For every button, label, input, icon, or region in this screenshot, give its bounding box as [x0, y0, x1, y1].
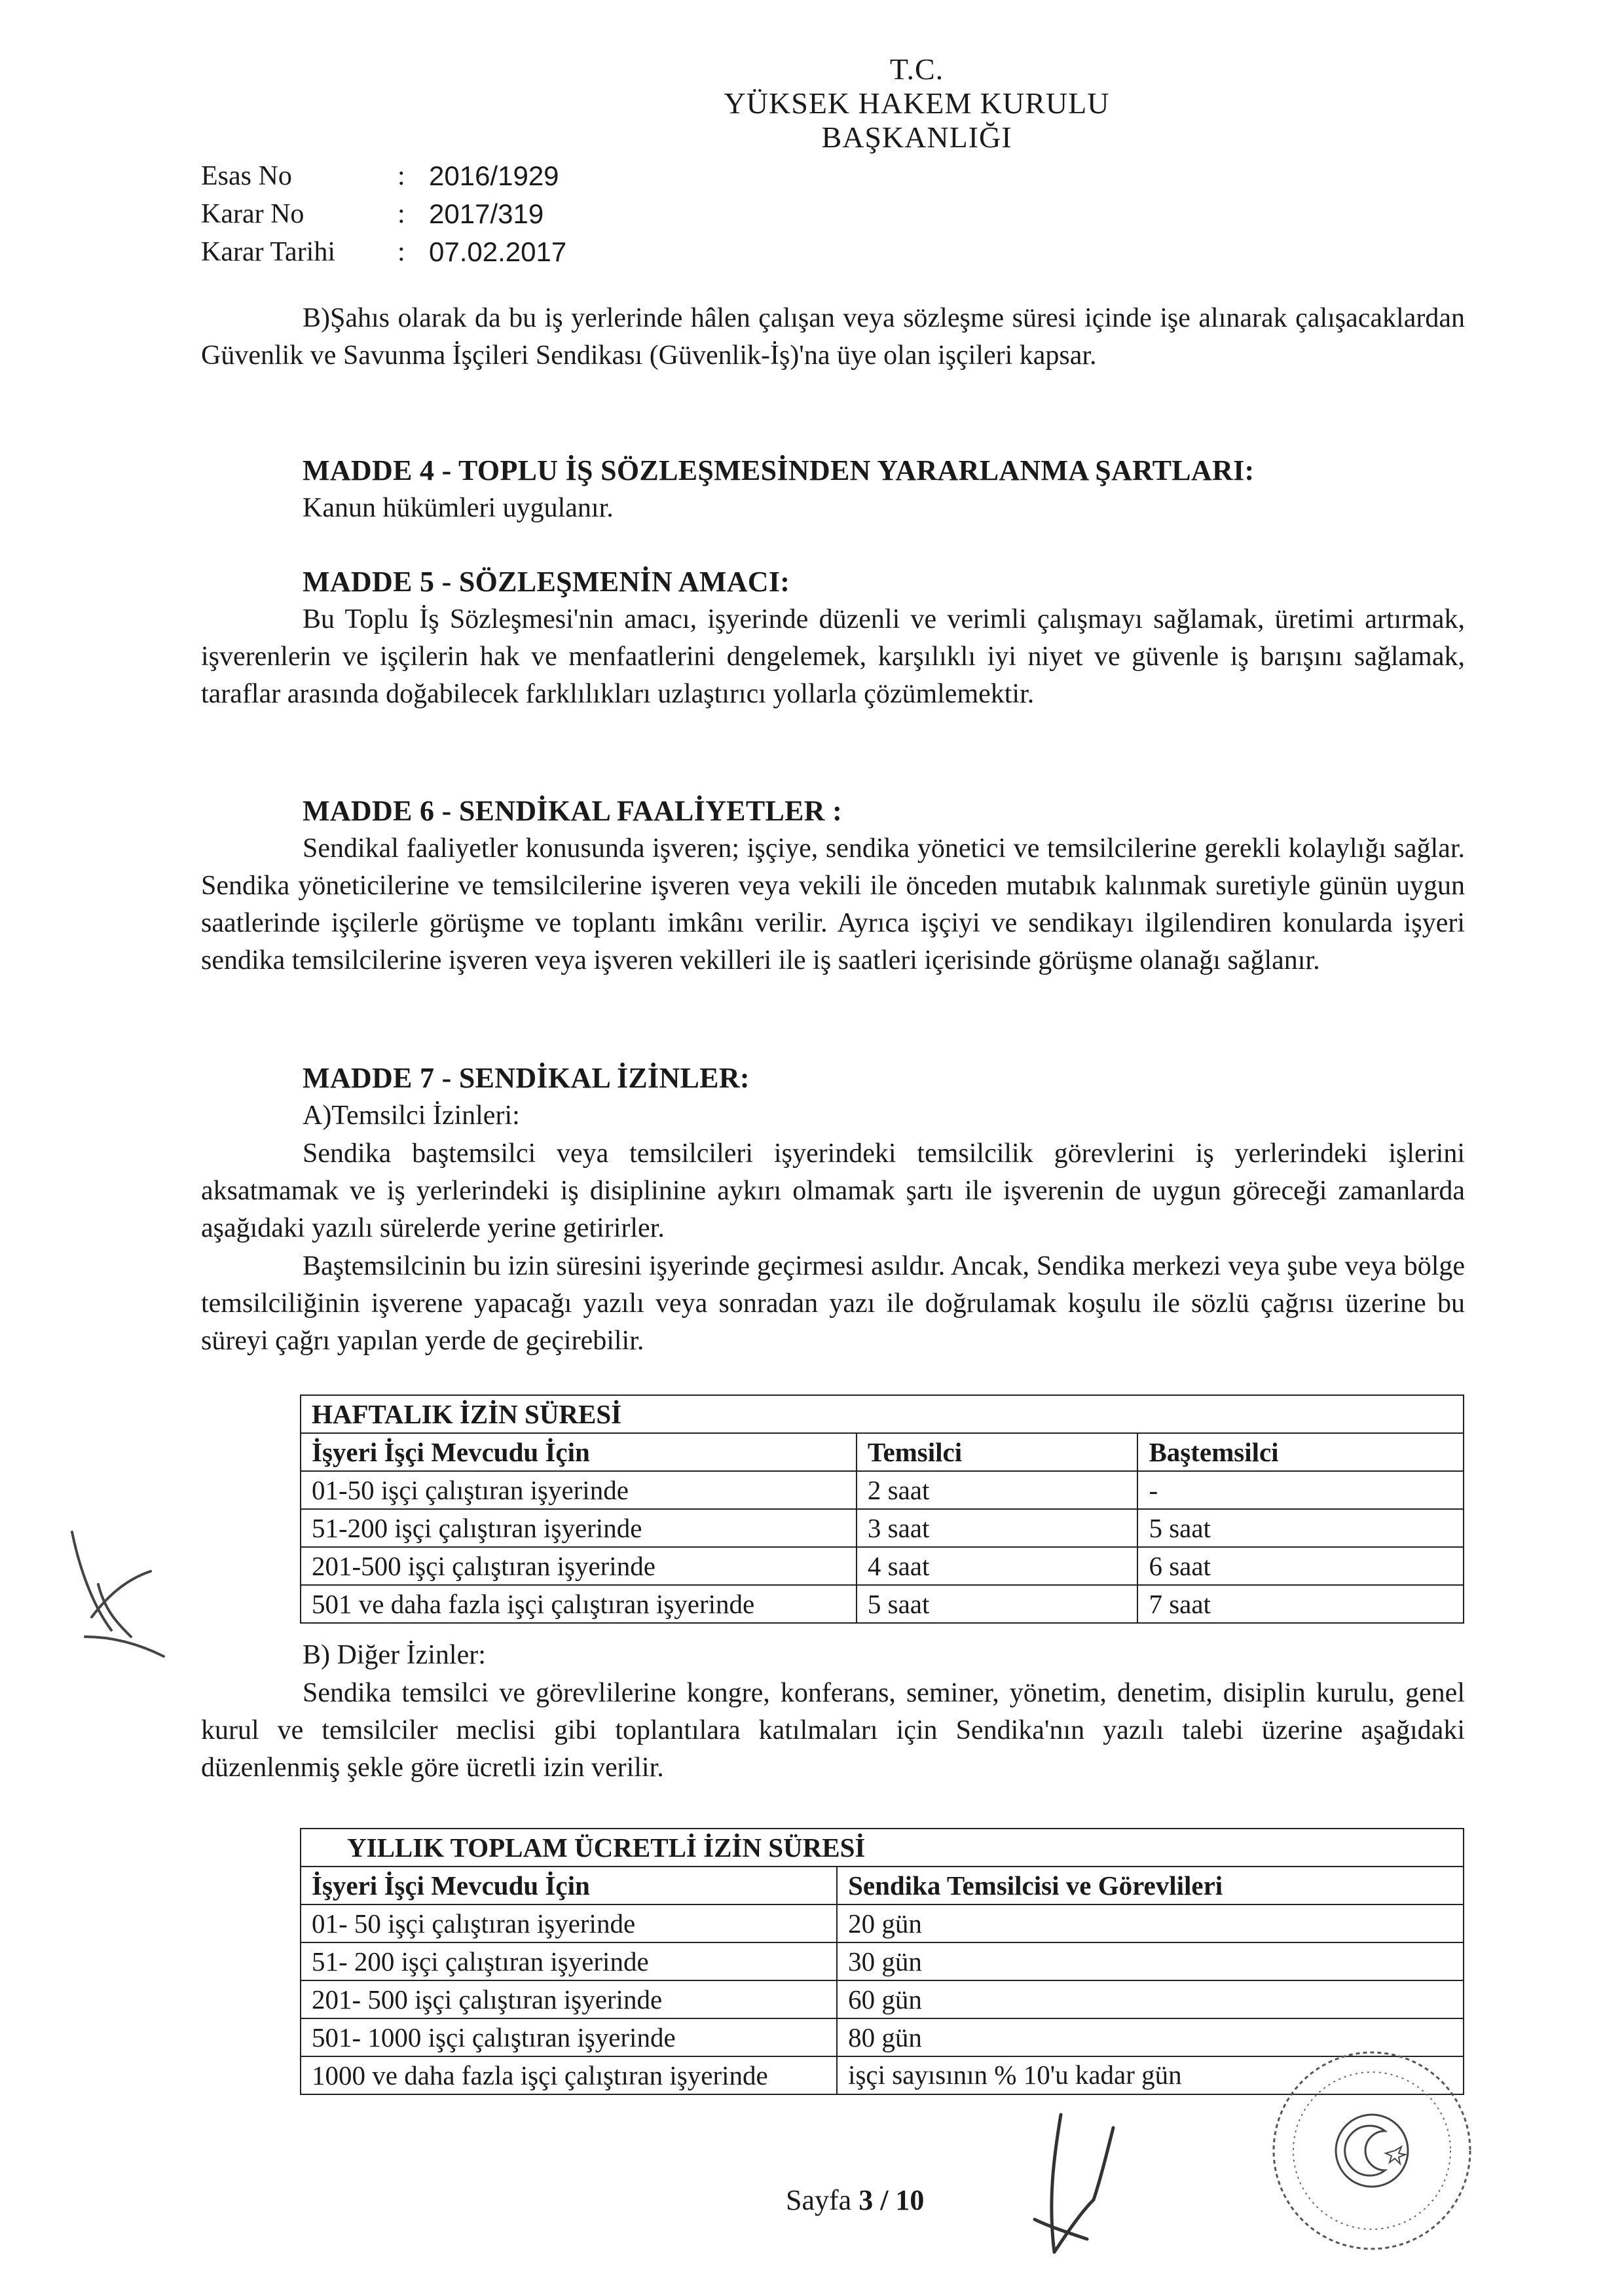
- table-cell: 01- 50 işçi çalıştıran işyerinde: [301, 1904, 837, 1942]
- madde7-text1: Sendika baştemsilci veya temsilcileri işyerindeki temsilcilik görevlerini iş yerlerindeki işlerini aksatmamak ve iş yerlerindeki iş disiplinine aykırı olmamak şartı ile işverenin de uygun göreceği zamanlarda aşağıdaki yazılı sürelerde yerine getirirler.: [201, 1139, 1465, 1243]
- column-header: Temsilci: [857, 1433, 1138, 1471]
- table-header-row: [301, 1867, 1464, 1904]
- madde7-heading: MADDE 7 - SENDİKAL İZİNLER:: [303, 1062, 750, 1094]
- table-row: [301, 1471, 1464, 1509]
- table-cell: 80 gün: [837, 2018, 1464, 2056]
- table-cell: 30 gün: [837, 1942, 1464, 1980]
- meta-value: 07.02.2017: [429, 236, 567, 267]
- meta-value: 2016/1929: [429, 160, 559, 191]
- madde5-heading: MADDE 5 - SÖZLEŞMENİN AMACI:: [303, 566, 790, 598]
- table-title-row: [301, 1829, 1464, 1867]
- column-header: Baştemsilci: [1137, 1433, 1464, 1471]
- meta-label: Karar Tarihi: [201, 237, 336, 267]
- meta-label: Karar No: [201, 199, 304, 229]
- table-cell: 6 saat: [1137, 1547, 1464, 1585]
- table-header-row: [301, 1433, 1464, 1471]
- table-cell: işçi sayısının % 10'u kadar gün: [837, 2056, 1464, 2094]
- weekly-leave-table: [300, 1394, 1464, 1624]
- madde4-text: Kanun hükümleri uygulanır.: [303, 493, 614, 523]
- column-header: İşyeri İşçi Mevcudu İçin: [301, 1867, 837, 1904]
- header-tc: T.C.: [889, 52, 944, 86]
- table-cell: 7 saat: [1137, 1585, 1464, 1623]
- column-header: İşyeri İşçi Mevcudu İçin: [301, 1433, 857, 1471]
- table-cell: 01-50 işçi çalıştıran işyerinde: [301, 1471, 857, 1509]
- table-cell: 51- 200 işçi çalıştıran işyerinde: [301, 1942, 837, 1980]
- madde7-sub-a: A)Temsilci İzinleri:: [303, 1101, 520, 1131]
- table-cell: 51-200 işçi çalıştıran işyerinde: [301, 1509, 857, 1547]
- table-cell: 2 saat: [857, 1471, 1138, 1509]
- table-cell: 501- 1000 işçi çalıştıran işyerinde: [301, 2018, 837, 2056]
- initials-mark: [1008, 2102, 1153, 2265]
- madde7-text3: Sendika temsilci ve görevlilerine kongre, konferans, seminer, yönetim, denetim, disiplin kurulu, genel kurul ve temsilciler meclisi gibi toplantılara katılmaları için Sendika'nın yazılı talebi üzerine aşağıdaki düzenlenmiş şekle göre ücretli izin verilir.: [201, 1678, 1465, 1783]
- madde7-text2: Baştemsilcinin bu izin süresini işyerinde geçirmesi asıldır. Ancak, Sendika merkezi veya şube veya bölge temsilciliğinin işverene yapacağı yazılı veya sonradan yazı ile doğrulamak koşulu ile sözlü çağrısı üzerine bu süreyi çağrı yapılan yerde de geçirebilir.: [201, 1251, 1465, 1356]
- document-header: [0, 52, 1624, 155]
- table-row: [301, 1980, 1464, 2018]
- paragraph-b: B)Şahıs olarak da bu iş yerlerinde hâlen çalışan veya sözleşme süresi içinde işe alınarak çalışacaklardan Güvenlik ve Savunma İşçileri Sendikası (Güvenlik-İş)'na üye olan işçileri kapsar.: [201, 303, 1465, 371]
- table-cell: 3 saat: [857, 1509, 1138, 1547]
- madde6-text: Sendikal faaliyetler konusunda işveren; işçiye, sendika yönetici ve temsilcilerine gerekli kolaylığı sağlar. Sendika yöneticilerine ve temsilcilerine işveren veya vekili ile önceden mutabık kalınmak suretiyle günün uygun saatlerinde işçilerle görüşme ve toplantı imkânı verilir. Ayrıca işçiyi ve sendikayı ilgilendiren konularda işyeri sendika temsilcilerine işveren veya işveren vekilleri ile iş saatleri içerisinde görüşme olanağı sağlanır.: [201, 833, 1465, 975]
- meta-row-tarih: [201, 233, 566, 271]
- table-row: [301, 1904, 1464, 1942]
- meta-colon: :: [397, 161, 405, 191]
- table-row: [301, 1509, 1464, 1547]
- table-cell: 201-500 işçi çalıştıran işyerinde: [301, 1547, 857, 1585]
- madde6-heading: MADDE 6 - SENDİKAL FAALİYETLER :: [303, 795, 843, 827]
- table-title: HAFTALIK İZİN SÜRESİ: [301, 1395, 1464, 1433]
- madde7-sub-b: B) Diğer İzinler:: [303, 1640, 486, 1670]
- table-row: [301, 1585, 1464, 1623]
- table-row: [301, 1547, 1464, 1585]
- table-cell: 501 ve daha fazla işçi çalıştıran işyerinde: [301, 1585, 857, 1623]
- table-cell: 5 saat: [857, 1585, 1138, 1623]
- meta-colon: :: [397, 199, 405, 229]
- table-cell: 1000 ve daha fazla işçi çalıştıran işyerinde: [301, 2056, 837, 2094]
- madde5-text: Bu Toplu İş Sözleşmesi'nin amacı, işyerinde düzenli ve verimli çalışmayı sağlamak, üretimi artırmak, işverenlerin ve işçilerin hak ve menfaatlerini dengelemek, karşılıklı iyi niyet ve güvenle iş barışını sağlamak, taraflar arasında doğabilecek farklılıkları uzlaştırıcı yollarla çözümlemektir.: [201, 604, 1465, 709]
- table-cell: 60 gün: [837, 1980, 1464, 2018]
- table-cell: 4 saat: [857, 1547, 1138, 1585]
- header-presidency: BAŞKANLIĞI: [821, 120, 1012, 154]
- meta-row-esas: [201, 157, 566, 195]
- table-cell: -: [1137, 1471, 1464, 1509]
- page-footer: [786, 2183, 924, 2217]
- page-prefix: Sayfa: [786, 2184, 852, 2216]
- meta-colon: :: [397, 237, 405, 267]
- table-title: YILLIK TOPLAM ÜCRETLİ İZİN SÜRESİ: [301, 1829, 1464, 1867]
- table-cell: 5 saat: [1137, 1509, 1464, 1547]
- table-title-row: [301, 1395, 1464, 1433]
- header-institution: YÜKSEK HAKEM KURULU: [724, 86, 1110, 120]
- case-meta: [201, 157, 566, 271]
- madde4-heading: MADDE 4 - TOPLU İŞ SÖZLEŞMESİNDEN YARARLANMA ŞARTLARI:: [303, 454, 1255, 486]
- meta-value: 2017/319: [429, 198, 544, 229]
- official-seal-stamp: [1264, 2043, 1480, 2259]
- table-cell: 201- 500 işçi çalıştıran işyerinde: [301, 1980, 837, 2018]
- signature-mark: [52, 1506, 183, 1676]
- meta-label: Esas No: [201, 161, 292, 191]
- table-row: [301, 1942, 1464, 1980]
- page-number: 3 / 10: [858, 2184, 925, 2216]
- column-header: Sendika Temsilcisi ve Görevlileri: [837, 1867, 1464, 1904]
- table-cell: 20 gün: [837, 1904, 1464, 1942]
- meta-row-karar: [201, 195, 566, 233]
